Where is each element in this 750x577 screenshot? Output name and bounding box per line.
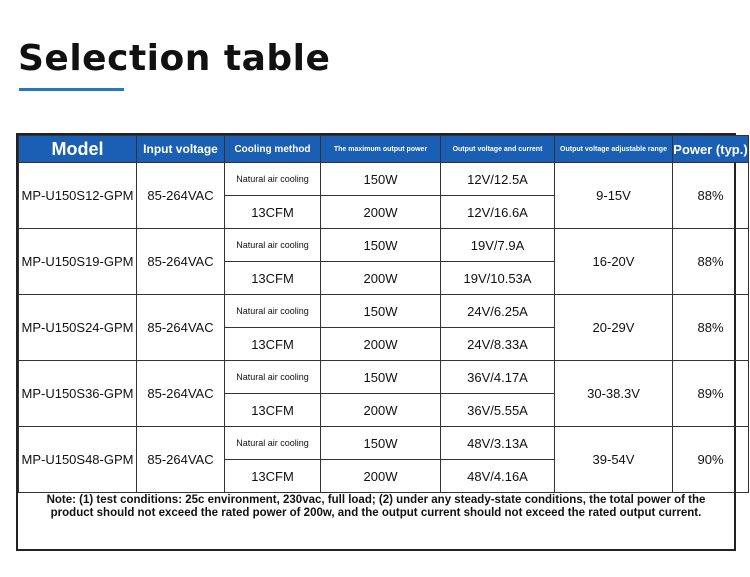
page-title: Selection table <box>18 38 331 79</box>
model-cell: MP-U150S19-GPM <box>19 229 137 295</box>
output-vi-cell: 36V/4.17A <box>441 361 555 394</box>
max-power-cell: 200W <box>321 196 441 229</box>
table-body <box>19 163 749 493</box>
cooling-method-cell: Natural air cooling <box>225 229 321 262</box>
output-vi-cell: 24V/6.25A <box>441 295 555 328</box>
cooling-flow-cell: 13CFM <box>225 394 321 427</box>
output-vi-cell: 24V/8.33A <box>441 328 555 361</box>
input-voltage-cell: 85-264VAC <box>137 427 225 493</box>
output-vi-cell: 12V/12.5A <box>441 163 555 196</box>
output-vi-cell: 12V/16.6A <box>441 196 555 229</box>
output-vi-cell: 19V/7.9A <box>441 229 555 262</box>
max-power-cell: 150W <box>321 361 441 394</box>
efficiency-cell: 89% <box>673 361 749 427</box>
adjustable-range-cell: 20-29V <box>555 295 673 361</box>
cooling-method-cell: Natural air cooling <box>225 361 321 394</box>
table-row <box>19 427 749 460</box>
input-voltage-cell: 85-264VAC <box>137 229 225 295</box>
column-header-input-voltage: Input voltage <box>137 136 225 163</box>
efficiency-cell: 88% <box>673 229 749 295</box>
cooling-method-cell: Natural air cooling <box>225 163 321 196</box>
efficiency-cell: 88% <box>673 163 749 229</box>
selection-table <box>18 135 749 493</box>
selection-table-frame <box>16 133 748 551</box>
table-row <box>19 229 749 262</box>
table-row <box>19 361 749 394</box>
max-power-cell: 200W <box>321 262 441 295</box>
title-underline <box>19 88 124 91</box>
input-voltage-cell: 85-264VAC <box>137 295 225 361</box>
table-header-row <box>19 136 749 163</box>
max-power-cell: 150W <box>321 295 441 328</box>
column-header-model: Model <box>19 136 137 163</box>
max-power-cell: 150W <box>321 427 441 460</box>
cooling-flow-cell: 13CFM <box>225 196 321 229</box>
model-cell: MP-U150S48-GPM <box>19 427 137 493</box>
max-power-cell: 200W <box>321 328 441 361</box>
efficiency-cell: 88% <box>673 295 749 361</box>
input-voltage-cell: 85-264VAC <box>137 163 225 229</box>
max-power-cell: 200W <box>321 394 441 427</box>
output-vi-cell: 19V/10.53A <box>441 262 555 295</box>
max-power-cell: 150W <box>321 163 441 196</box>
table-row <box>19 163 749 196</box>
cooling-flow-cell: 13CFM <box>225 460 321 493</box>
column-header-output-voltage-current: Output voltage and current <box>441 136 555 163</box>
max-power-cell: 150W <box>321 229 441 262</box>
column-header-power-typ: Power (typ.) <box>673 136 749 163</box>
table-row <box>19 295 749 328</box>
adjustable-range-cell: 9-15V <box>555 163 673 229</box>
column-header-adjustable-range: Output voltage adjustable range <box>555 136 673 163</box>
max-power-cell: 200W <box>321 460 441 493</box>
adjustable-range-cell: 16-20V <box>555 229 673 295</box>
model-cell: MP-U150S24-GPM <box>19 295 137 361</box>
column-header-max-output-power: The maximum output power <box>321 136 441 163</box>
model-cell: MP-U150S12-GPM <box>19 163 137 229</box>
adjustable-range-cell: 30-38.3V <box>555 361 673 427</box>
cooling-method-cell: Natural air cooling <box>225 427 321 460</box>
column-header-cooling-method: Cooling method <box>225 136 321 163</box>
output-vi-cell: 48V/3.13A <box>441 427 555 460</box>
cooling-method-cell: Natural air cooling <box>225 295 321 328</box>
adjustable-range-cell: 39-54V <box>555 427 673 493</box>
cooling-flow-cell: 13CFM <box>225 328 321 361</box>
efficiency-cell: 90% <box>673 427 749 493</box>
output-vi-cell: 48V/4.16A <box>441 460 555 493</box>
model-cell: MP-U150S36-GPM <box>19 361 137 427</box>
input-voltage-cell: 85-264VAC <box>137 361 225 427</box>
output-vi-cell: 36V/5.55A <box>441 394 555 427</box>
cooling-flow-cell: 13CFM <box>225 262 321 295</box>
table-note: Note: (1) test conditions: 25c environment, 230vac, full load; (2) under any steady-state conditions, the total power of the product should not exceed the rated power of 200w, and the output current should not exceed the rated output current. <box>46 494 706 519</box>
